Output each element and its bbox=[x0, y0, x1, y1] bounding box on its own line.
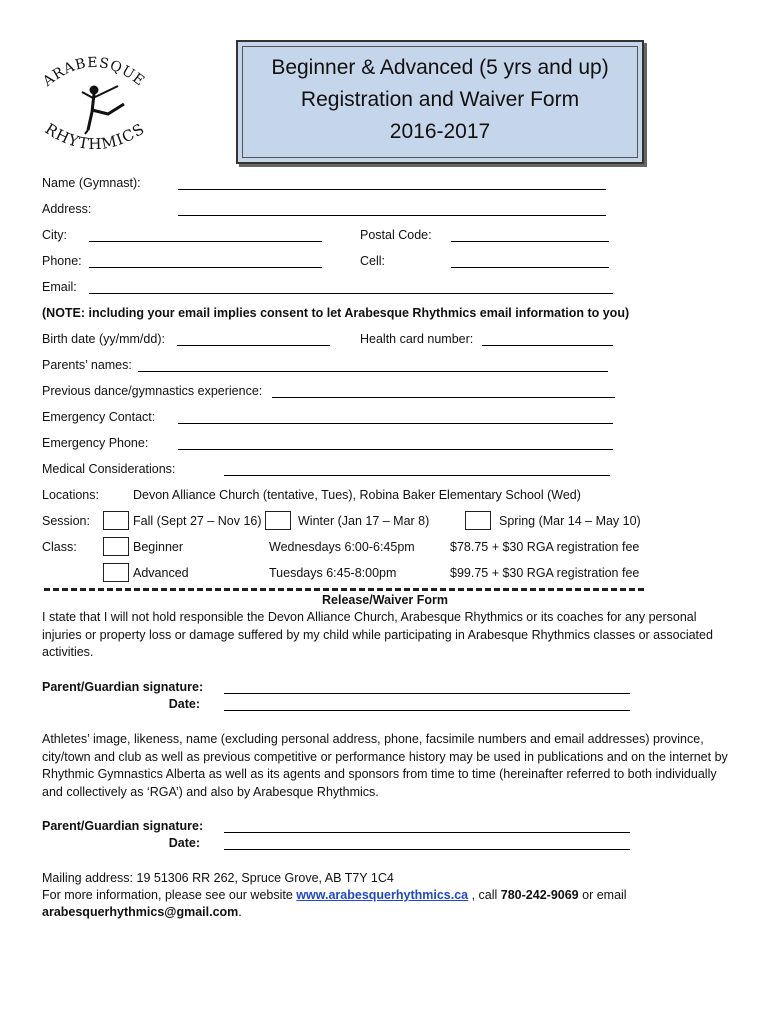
waiver-date-field[interactable] bbox=[224, 710, 630, 711]
title-line-3: 2016-2017 bbox=[389, 120, 491, 143]
title-line-2: Registration and Waiver Form bbox=[300, 88, 580, 111]
phone-field[interactable] bbox=[89, 267, 322, 268]
birth-date-label: Birth date (yy/mm/dd): bbox=[42, 332, 165, 346]
session-winter-checkbox[interactable] bbox=[265, 511, 291, 530]
class-beginner-label: Beginner bbox=[133, 540, 184, 554]
postal-code-label: Postal Code: bbox=[360, 228, 432, 242]
gymnast-logo-icon bbox=[38, 52, 150, 162]
email-label: Email: bbox=[42, 280, 77, 294]
health-card-field[interactable] bbox=[482, 345, 613, 346]
medical-label: Medical Considerations: bbox=[42, 462, 176, 476]
contact-email: arabesquerhythmics@gmail.com bbox=[42, 905, 239, 919]
media-signature-field[interactable] bbox=[224, 832, 630, 833]
address-label: Address: bbox=[42, 202, 92, 216]
locations-value: Devon Alliance Church (tentative, Tues), Robina Baker Elementary School (Wed) bbox=[133, 488, 581, 502]
logo-bottom-text: RHYTHMICS bbox=[41, 119, 149, 154]
postal-code-field[interactable] bbox=[451, 241, 609, 242]
logo bbox=[38, 52, 150, 162]
media-signature-label: Parent/Guardian signature: bbox=[42, 819, 204, 833]
email-line bbox=[42, 905, 242, 920]
contact-phone: 780-242-9069 bbox=[500, 888, 579, 902]
call-text: , call bbox=[468, 888, 501, 902]
waiver-date-label: Date: bbox=[168, 697, 200, 711]
cut-line-divider bbox=[44, 588, 644, 591]
class-beginner-time: Wednesdays 6:00-6:45pm bbox=[269, 540, 415, 554]
birth-date-field[interactable] bbox=[177, 345, 330, 346]
previous-experience-label: Previous dance/gymnastics experience: bbox=[42, 384, 263, 398]
parents-names-field[interactable] bbox=[138, 371, 608, 372]
address-field[interactable] bbox=[178, 215, 606, 216]
medical-field[interactable] bbox=[224, 475, 610, 476]
name-label: Name (Gymnast): bbox=[42, 176, 141, 190]
session-label: Session: bbox=[42, 514, 90, 528]
session-fall-label: Fall (Sept 27 – Nov 16) bbox=[133, 514, 262, 528]
class-beginner-checkbox[interactable] bbox=[103, 537, 129, 556]
waiver-signature-field[interactable] bbox=[224, 693, 630, 694]
name-field[interactable] bbox=[178, 189, 606, 190]
class-advanced-label: Advanced bbox=[133, 566, 189, 580]
session-winter-label: Winter (Jan 17 – Mar 8) bbox=[298, 514, 430, 528]
emergency-contact-label: Emergency Contact: bbox=[42, 410, 156, 424]
email-field[interactable] bbox=[89, 293, 613, 294]
more-info-line bbox=[42, 888, 627, 903]
city-label: City: bbox=[42, 228, 67, 242]
health-card-label: Health card number: bbox=[360, 332, 474, 346]
locations-label: Locations: bbox=[42, 488, 99, 502]
title-line-1: Beginner & Advanced (5 yrs and up) bbox=[271, 56, 609, 79]
media-date-field[interactable] bbox=[224, 849, 630, 850]
session-spring-checkbox[interactable] bbox=[465, 511, 491, 530]
parents-names-label: Parents’ names: bbox=[42, 358, 132, 372]
website-link[interactable]: www.arabesquerhythmics.ca bbox=[296, 888, 469, 902]
class-advanced-fee: $99.75 + $30 RGA registration fee bbox=[450, 566, 640, 580]
cell-label: Cell: bbox=[360, 254, 386, 268]
cell-field[interactable] bbox=[451, 267, 609, 268]
emergency-contact-field[interactable] bbox=[178, 423, 613, 424]
title-box bbox=[236, 40, 644, 164]
session-fall-checkbox[interactable] bbox=[103, 511, 129, 530]
svg-text:RHYTHMICS bbox=[42, 120, 148, 153]
emergency-phone-field[interactable] bbox=[178, 449, 613, 450]
class-advanced-time: Tuesdays 6:45-8:00pm bbox=[269, 566, 397, 580]
media-date-label: Date: bbox=[168, 836, 200, 850]
session-spring-label: Spring (Mar 14 – May 10) bbox=[499, 514, 641, 528]
waiver-text: I state that I will not hold responsible the Devon Alliance Church, Arabesque Rhythmics or its coaches for any personal injuries or property loss or damage suffered by my child while participating in Arabesque Rhythmics classes or associated activities. bbox=[42, 610, 713, 659]
or-email-text: or email bbox=[578, 888, 627, 902]
class-label: Class: bbox=[42, 540, 77, 554]
email-period: . bbox=[238, 905, 242, 919]
logo-top-text: ARABESQUE bbox=[40, 54, 148, 90]
more-info-prefix: For more information, please see our website bbox=[42, 888, 297, 902]
svg-text:ARABESQUE bbox=[39, 55, 148, 90]
media-release-text: Athletes’ image, likeness, name (excluding personal address, phone, facsimile numbers and email addresses) province, city/town and club as well as previous competitive or performance history may be used in publications and on the internet by Rhythmic Gymnastics Alberta as well as its agents and sponsors from time to time (hereinafter referred to both individually and collectively as ‘RGA’) and also by Arabesque Rhythmics. bbox=[42, 732, 728, 799]
waiver-heading: Release/Waiver Form bbox=[322, 593, 448, 607]
class-beginner-fee: $78.75 + $30 RGA registration fee bbox=[450, 540, 640, 554]
class-advanced-checkbox[interactable] bbox=[103, 563, 129, 582]
previous-experience-field[interactable] bbox=[272, 397, 615, 398]
waiver-signature-label: Parent/Guardian signature: bbox=[42, 680, 204, 694]
phone-label: Phone: bbox=[42, 254, 82, 268]
email-note: (NOTE: including your email implies consent to let Arabesque Rhythmics email information to you) bbox=[42, 306, 630, 320]
city-field[interactable] bbox=[89, 241, 322, 242]
mailing-address: Mailing address: 19 51306 RR 262, Spruce Grove, AB T7Y 1C4 bbox=[42, 871, 394, 885]
emergency-phone-label: Emergency Phone: bbox=[42, 436, 149, 450]
